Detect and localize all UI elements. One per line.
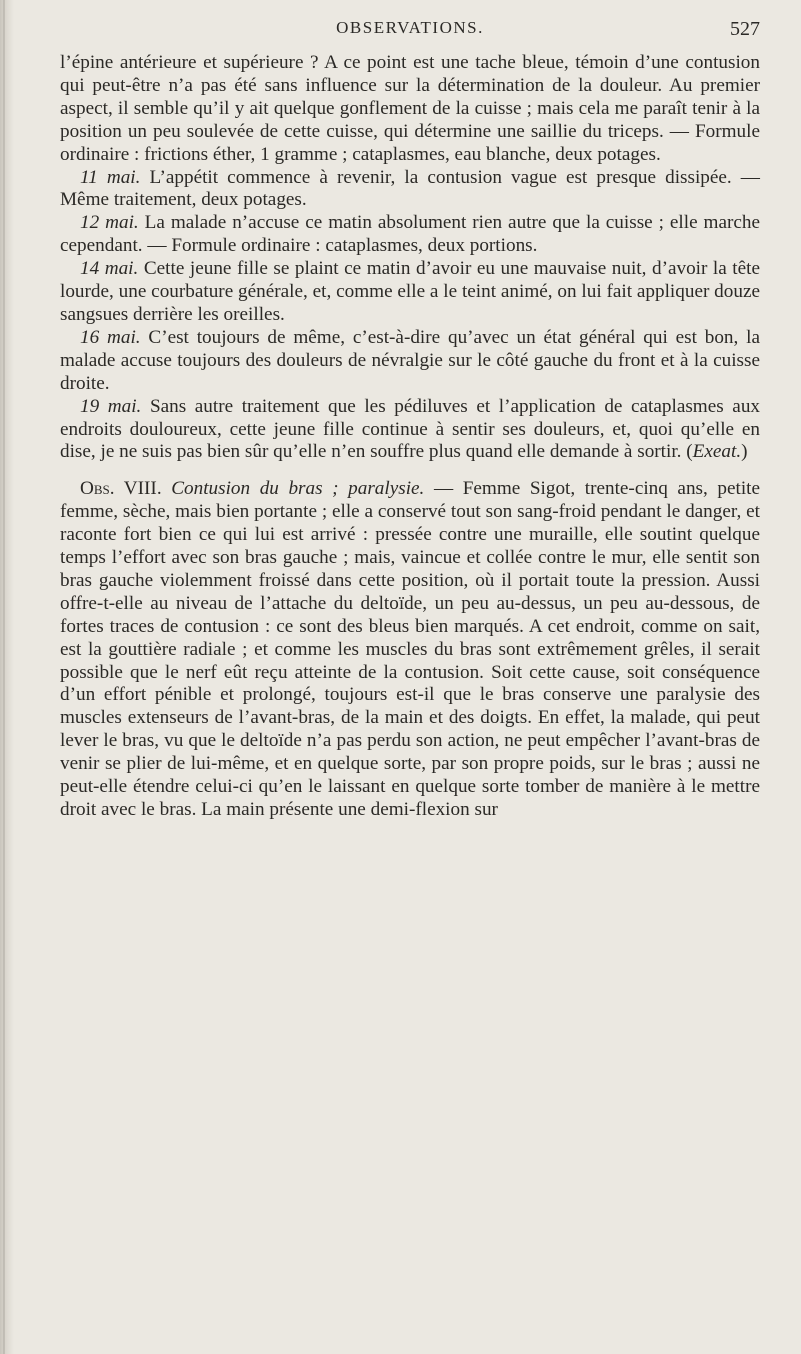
exeat-note: Exeat. xyxy=(692,441,742,463)
entry-text: Cette jeune fille se plaint ce matin d’avoir eu une mauvaise nuit, d’avoir la tête lourde, une courbature générale, et, comme elle a le teint animé, on lui fait appliquer douze sangsues derrière les oreilles. xyxy=(60,258,760,325)
body-text xyxy=(60,52,760,822)
entry-14-mai xyxy=(60,258,760,327)
observation-text: — Femme Sigot, trente-cinq ans, petite femme, sèche, mais bien portante ; elle a conservé tout son sang-froid pendant le danger, et raconte fort bien ce qui lui est arrivé : pressée contre une muraille, elle soutint quelque temps l’effort avec son bras gauche ; mais, vaincue et collée contre le mur, elle sentit son bras gauche violemment froissé dans cette position, où il portait toute la pression. Aussi offre-t-elle au niveau de l’attache du deltoïde, un peu au-dessus, un peu au-dessous, de fortes traces de contusion : ce sont des bleus bien marqués. A cet endroit, comme on sait, est la gouttière radiale ; et comme les muscles du bras sont extrêmement grêles, il serait possible que le nerf eût reçu atteinte de la contusion. Soit cette cause, soit conséquence d’un effort pénible et prolongé, toujours est-il que le bras conserve une paralysie des muscles extenseurs de l’avant-bras, de la main et des doigts. En effet, la malade, qui peut lever le bras, vu que le deltoïde n’a pas perdu son action, ne peut empêcher l’avant-bras de venir se plier de lui-même, et en quelque sorte, par son propre poids, sur le bras ; aussi ne peut-elle étendre celui-ci qu’en le laissant en quelque sorte tomber de manière à le mettre droit avec le bras. La main présente une demi-flexion sur xyxy=(60,478,761,820)
entry-text: L’appétit commence à revenir, la contusion vague est presque dissipée. — Même traitement, deux potages. xyxy=(60,166,760,211)
paragraph-continuation: l’épine antérieure et supérieure ? A ce point est une tache bleue, témoin d’une contusion qui peut-être n’a pas été sans influence sur la détermination de la douleur. Au premier aspect, il semble qu’il y ait quelque gonflement de la cuisse ; mais cela me paraît tenir à la position un peu soulevée de cette cuisse, qui détermine une saillie du triceps. — Formule ordinaire : frictions éther, 1 gramme ; cataplasmes, eau blanche, deux potages. xyxy=(60,52,760,165)
entry-date: 19 mai. xyxy=(80,395,142,417)
observation-title: Contusion du bras ; paralysie. xyxy=(171,478,425,500)
observation-viii xyxy=(60,478,760,822)
entry-12-mai xyxy=(60,212,760,258)
exeat-close: ) xyxy=(741,441,748,463)
entry-11-mai xyxy=(60,167,760,213)
entry-text: Sans autre traitement que les pédiluves et l’application de cataplasmes aux endroits douloureux, cette jeune fille continue à sentir ses douleurs, et, quoi qu’elle en dise, je ne suis pas bien sûr qu’elle n’en souffre plus quand elle demande à sortir. ( xyxy=(60,395,761,463)
page-binding-line xyxy=(3,0,5,1354)
page-number: 527 xyxy=(730,18,760,40)
observation-number: Obs. VIII. xyxy=(80,478,162,500)
entry-16-mai xyxy=(60,327,760,396)
page-header xyxy=(60,16,760,42)
entry-19-mai xyxy=(60,396,760,465)
entry-date: 12 mai. xyxy=(80,212,139,234)
entry-date: 16 mai. xyxy=(80,326,141,348)
entry-text: C’est toujours de même, c’est-à-dire qu’avec un état général qui est bon, la malade accuse toujours des douleurs de névralgie sur le côté gauche du front et à la cuisse droite. xyxy=(60,326,760,394)
running-head: OBSERVATIONS. xyxy=(336,18,484,37)
entry-date: 14 mai. xyxy=(80,258,139,280)
entry-text: La malade n’accuse ce matin absolument rien autre que la cuisse ; elle marche cependant. — Formule ordinaire : cataplasmes, deux portions. xyxy=(60,212,760,257)
entry-date: 11 mai. xyxy=(80,166,141,188)
